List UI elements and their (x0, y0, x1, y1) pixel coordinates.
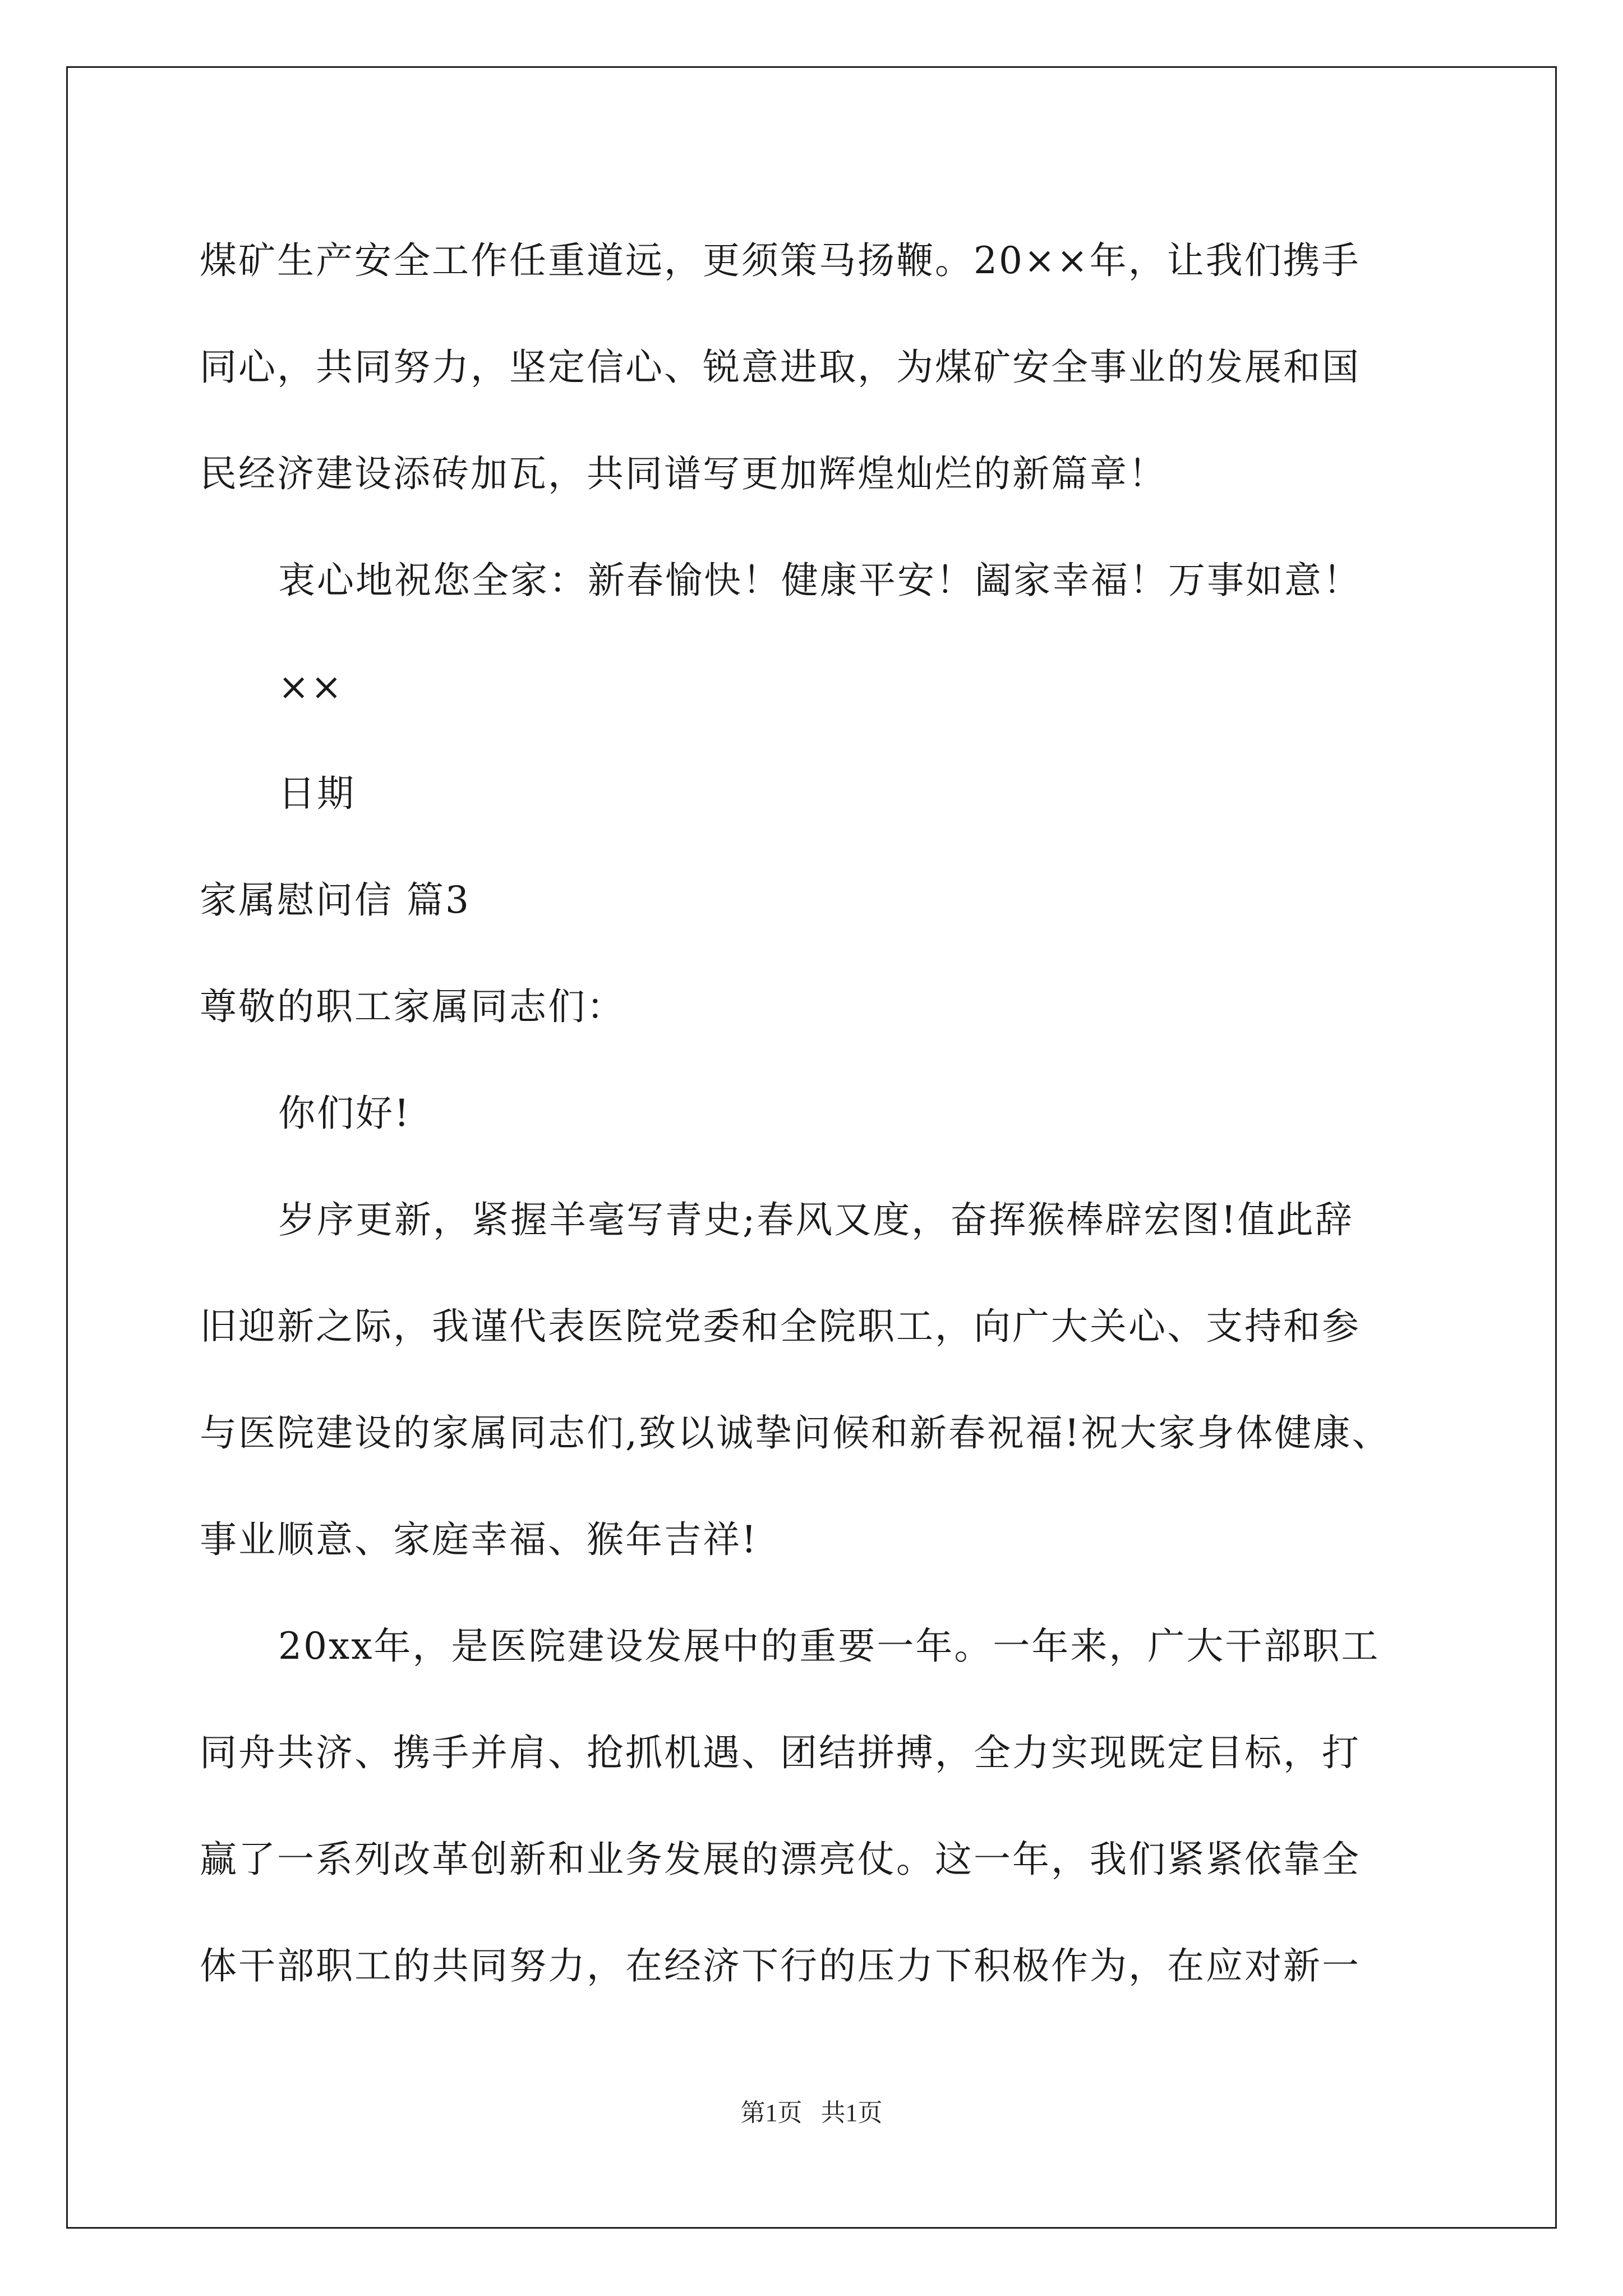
text-line-3: 民经济建设添砖加瓦，共同谱写更加辉煌灿烂的新篇章！ (200, 452, 1167, 495)
greeting-wishes: 衷心地祝您全家：新春愉快！健康平安！阖家幸福！万事如意！ (278, 559, 1362, 602)
text-line-12: 与医院建设的家属同志们,致以诚挚问候和新春祝福!祝大家身体健康、 (200, 1411, 1391, 1455)
text-line-16: 赢了一系列改革创新和业务发展的漂亮仗。这一年，我们紧紧依靠全 (200, 1838, 1361, 1881)
text-line-2: 同心，共同努力，坚定信心、锐意进取，为煤矿安全事业的发展和国 (200, 346, 1361, 389)
signature-date: 日期 (278, 772, 356, 815)
page-number-footer: 第1页 共1页 (740, 2099, 883, 2127)
text-line-14: 20xx年，是医院建设发展中的重要一年。一年来，广大干部职工 (278, 1625, 1380, 1668)
document-body (200, 208, 1461, 2019)
text-line-17: 体干部职工的共同努力，在经济下行的压力下积极作为，在应对新一 (200, 1944, 1361, 1987)
salutation: 尊敬的职工家属同志们： (200, 985, 625, 1028)
text-line-15: 同舟共济、携手并肩、抢抓机遇、团结拼搏，全力实现既定目标，打 (200, 1731, 1361, 1774)
text-line-10: 岁序更新，紧握羊毫写青史;春风又度，奋挥猴棒辟宏图!值此辞 (278, 1198, 1354, 1241)
text-line-1: 煤矿生产安全工作任重道远，更须策马扬鞭。20××年，让我们携手 (200, 239, 1361, 282)
section-heading: 家属慰问信 篇3 (200, 878, 471, 922)
signature-name: ×× (278, 665, 344, 708)
text-line-11: 旧迎新之际，我谨代表医院党委和全院职工，向广大关心、支持和参 (200, 1305, 1361, 1348)
text-line-13: 事业顺意、家庭幸福、猴年吉祥! (200, 1518, 758, 1561)
opening-greeting: 你们好! (278, 1092, 411, 1135)
